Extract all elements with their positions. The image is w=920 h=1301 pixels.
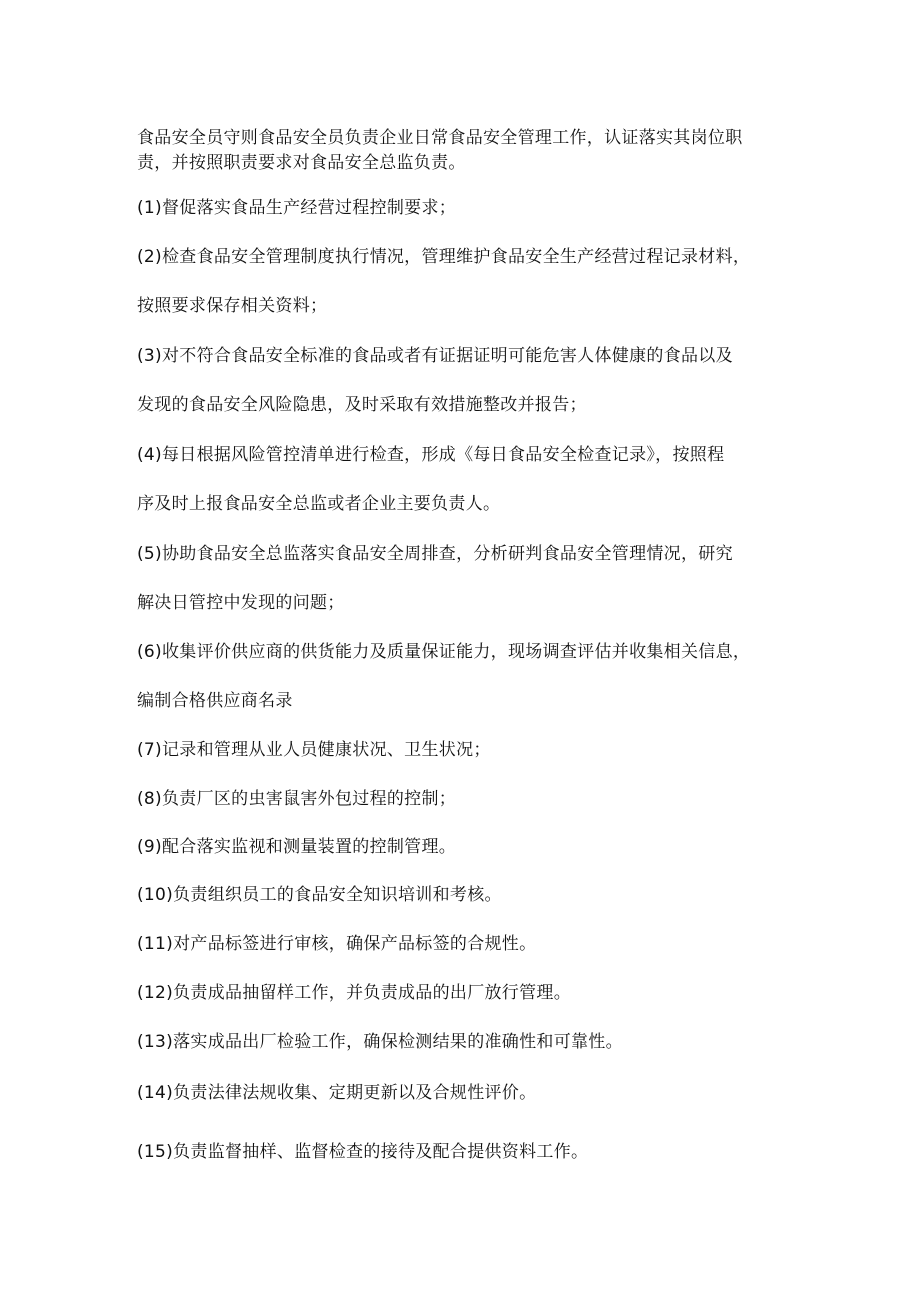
duty-item-2: (2)检查食品安全管理制度执行情况，管理维护食品安全生产经营过程记录材料， <box>137 247 751 267</box>
duty-item-5: (5)协助食品安全总监落实食品安全周排查，分析研判食品安全管理情况，研究 <box>137 544 733 564</box>
duty-item-3: (3)对不符合食品安全标准的食品或者有证据证明可能危害人体健康的食品以及 <box>137 346 733 366</box>
intro-text-line-1: 食品安全员守则食品安全员负责企业日常食品安全管理工作，认证落实其岗位职 <box>137 128 743 148</box>
duty-item-12: (12)负责成品抽留样工作，并负责成品的出厂放行管理。 <box>137 983 571 1003</box>
duty-item-14: (14)负责法律法规收集、定期更新以及合规性评价。 <box>137 1083 537 1103</box>
duty-item-15: (15)负责监督抽样、监督检查的接待及配合提供资料工作。 <box>137 1142 589 1162</box>
duty-item-4-continued: 序及时上报食品安全总监或者企业主要负责人。 <box>137 494 501 514</box>
duty-item-7: (7)记录和管理从业人员健康状况、卫生状况； <box>137 740 491 760</box>
duty-item-5-continued: 解决日管控中发现的问题； <box>137 593 345 613</box>
duty-item-11: (11)对产品标签进行审核，确保产品标签的合规性。 <box>137 934 537 954</box>
duty-item-6: (6)收集评价供应商的供货能力及质量保证能力，现场调查评估并收集相关信息， <box>137 642 751 662</box>
duty-item-10: (10)负责组织员工的食品安全知识培训和考核。 <box>137 885 502 905</box>
duty-item-1: (1)督促落实食品生产经营过程控制要求； <box>137 198 457 218</box>
duty-item-8: (8)负责厂区的虫害鼠害外包过程的控制； <box>137 789 457 809</box>
duty-item-4: (4)每日根据风险管控清单进行检查，形成《每日食品安全检查记录》，按照程 <box>137 445 725 465</box>
duty-item-6-continued: 编制合格供应商名录 <box>137 691 293 711</box>
duty-item-2-continued: 按照要求保存相关资料； <box>137 296 328 316</box>
duty-item-9: (9)配合落实监视和测量装置的控制管理。 <box>137 837 457 857</box>
duty-item-3-continued: 发现的食品安全风险隐患，及时采取有效措施整改并报告； <box>137 395 587 415</box>
duty-item-13: (13)落实成品出厂检验工作，确保检测结果的准确性和可靠性。 <box>137 1032 623 1052</box>
intro-text-line-2: 责，并按照职责要求对食品安全总监负责。 <box>137 153 466 173</box>
